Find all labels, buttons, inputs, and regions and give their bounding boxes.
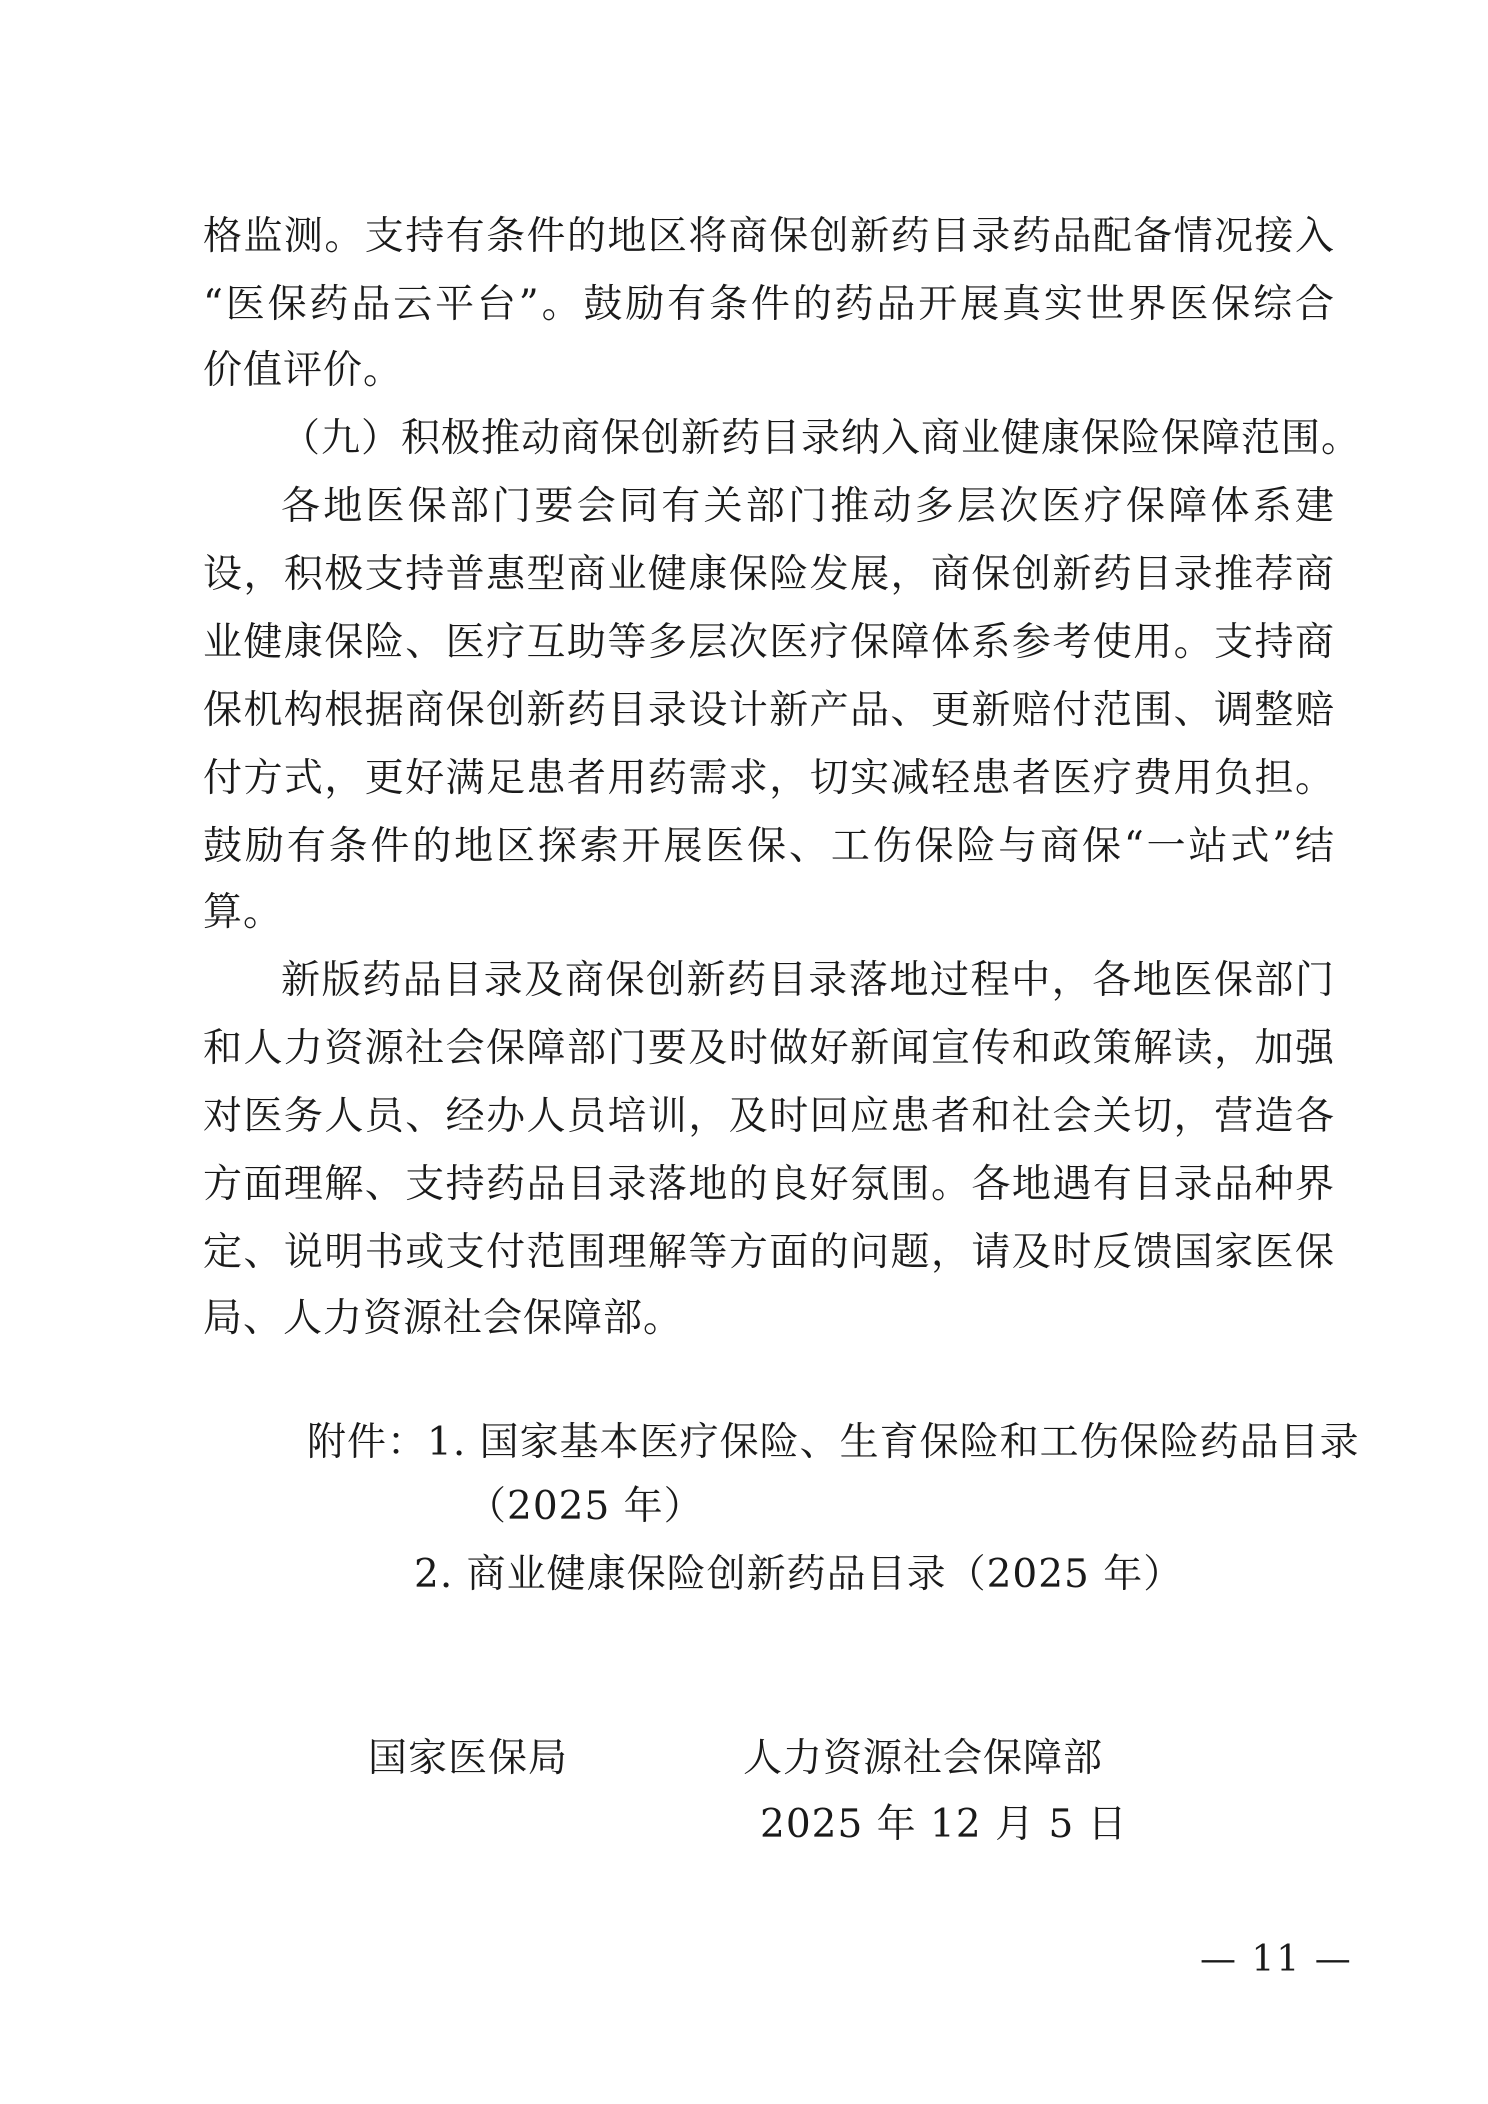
signature-date: 2025 年 12 月 5 日 xyxy=(760,1802,1128,1847)
attachment-item-1-year: （2025 年） xyxy=(467,1484,704,1529)
paragraph-line: 格监测。支持有条件的地区将商保创新药目录药品配备情况接入 xyxy=(203,214,1335,259)
page-number: — 11 — xyxy=(1200,1939,1353,1980)
paragraph-line: 算。 xyxy=(203,890,284,935)
signature-org-mohrss: 人力资源社会保障部 xyxy=(743,1736,1104,1781)
paragraph-line: 各地医保部门要会同有关部门推动多层次医疗保障体系建 xyxy=(281,484,1335,529)
paragraph-line: 局、人力资源社会保障部。 xyxy=(203,1296,684,1341)
paragraph-line: 付方式，更好满足患者用药需求，切实减轻患者医疗费用负担。 xyxy=(203,756,1335,801)
attachment-item-1: 附件：1. 国家基本医疗保险、生育保险和工伤保险药品目录 xyxy=(307,1420,1360,1465)
paragraph-line: 新版药品目录及商保创新药目录落地过程中，各地医保部门 xyxy=(281,958,1335,1003)
paragraph-line: 鼓励有条件的地区探索开展医保、工伤保险与商保“一站式”结 xyxy=(203,824,1335,869)
paragraph-line: 设，积极支持普惠型商业健康保险发展，商保创新药目录推荐商 xyxy=(203,552,1335,597)
attachment-item-2: 2. 商业健康保险创新药品目录（2025 年） xyxy=(414,1552,1184,1597)
paragraph-line: 业健康保险、医疗互助等多层次医疗保障体系参考使用。支持商 xyxy=(203,620,1335,665)
paragraph-line: 保机构根据商保创新药目录设计新产品、更新赔付范围、调整赔 xyxy=(203,688,1335,733)
paragraph-line: 定、说明书或支付范围理解等方面的问题，请及时反馈国家医保 xyxy=(203,1230,1335,1275)
paragraph-line: 对医务人员、经办人员培训，及时回应患者和社会关切，营造各 xyxy=(203,1094,1335,1139)
paragraph-line: 和人力资源社会保障部门要及时做好新闻宣传和政策解读，加强 xyxy=(203,1026,1335,1071)
paragraph-line: “医保药品云平台”。鼓励有条件的药品开展真实世界医保综合 xyxy=(203,282,1335,327)
signature-org-nhsa: 国家医保局 xyxy=(368,1736,569,1781)
paragraph-line: 方面理解、支持药品目录落地的良好氛围。各地遇有目录品种界 xyxy=(203,1162,1335,1207)
paragraph-line: 价值评价。 xyxy=(203,348,404,393)
section-heading: （九）积极推动商保创新药目录纳入商业健康保险保障范围。 xyxy=(281,416,1362,461)
